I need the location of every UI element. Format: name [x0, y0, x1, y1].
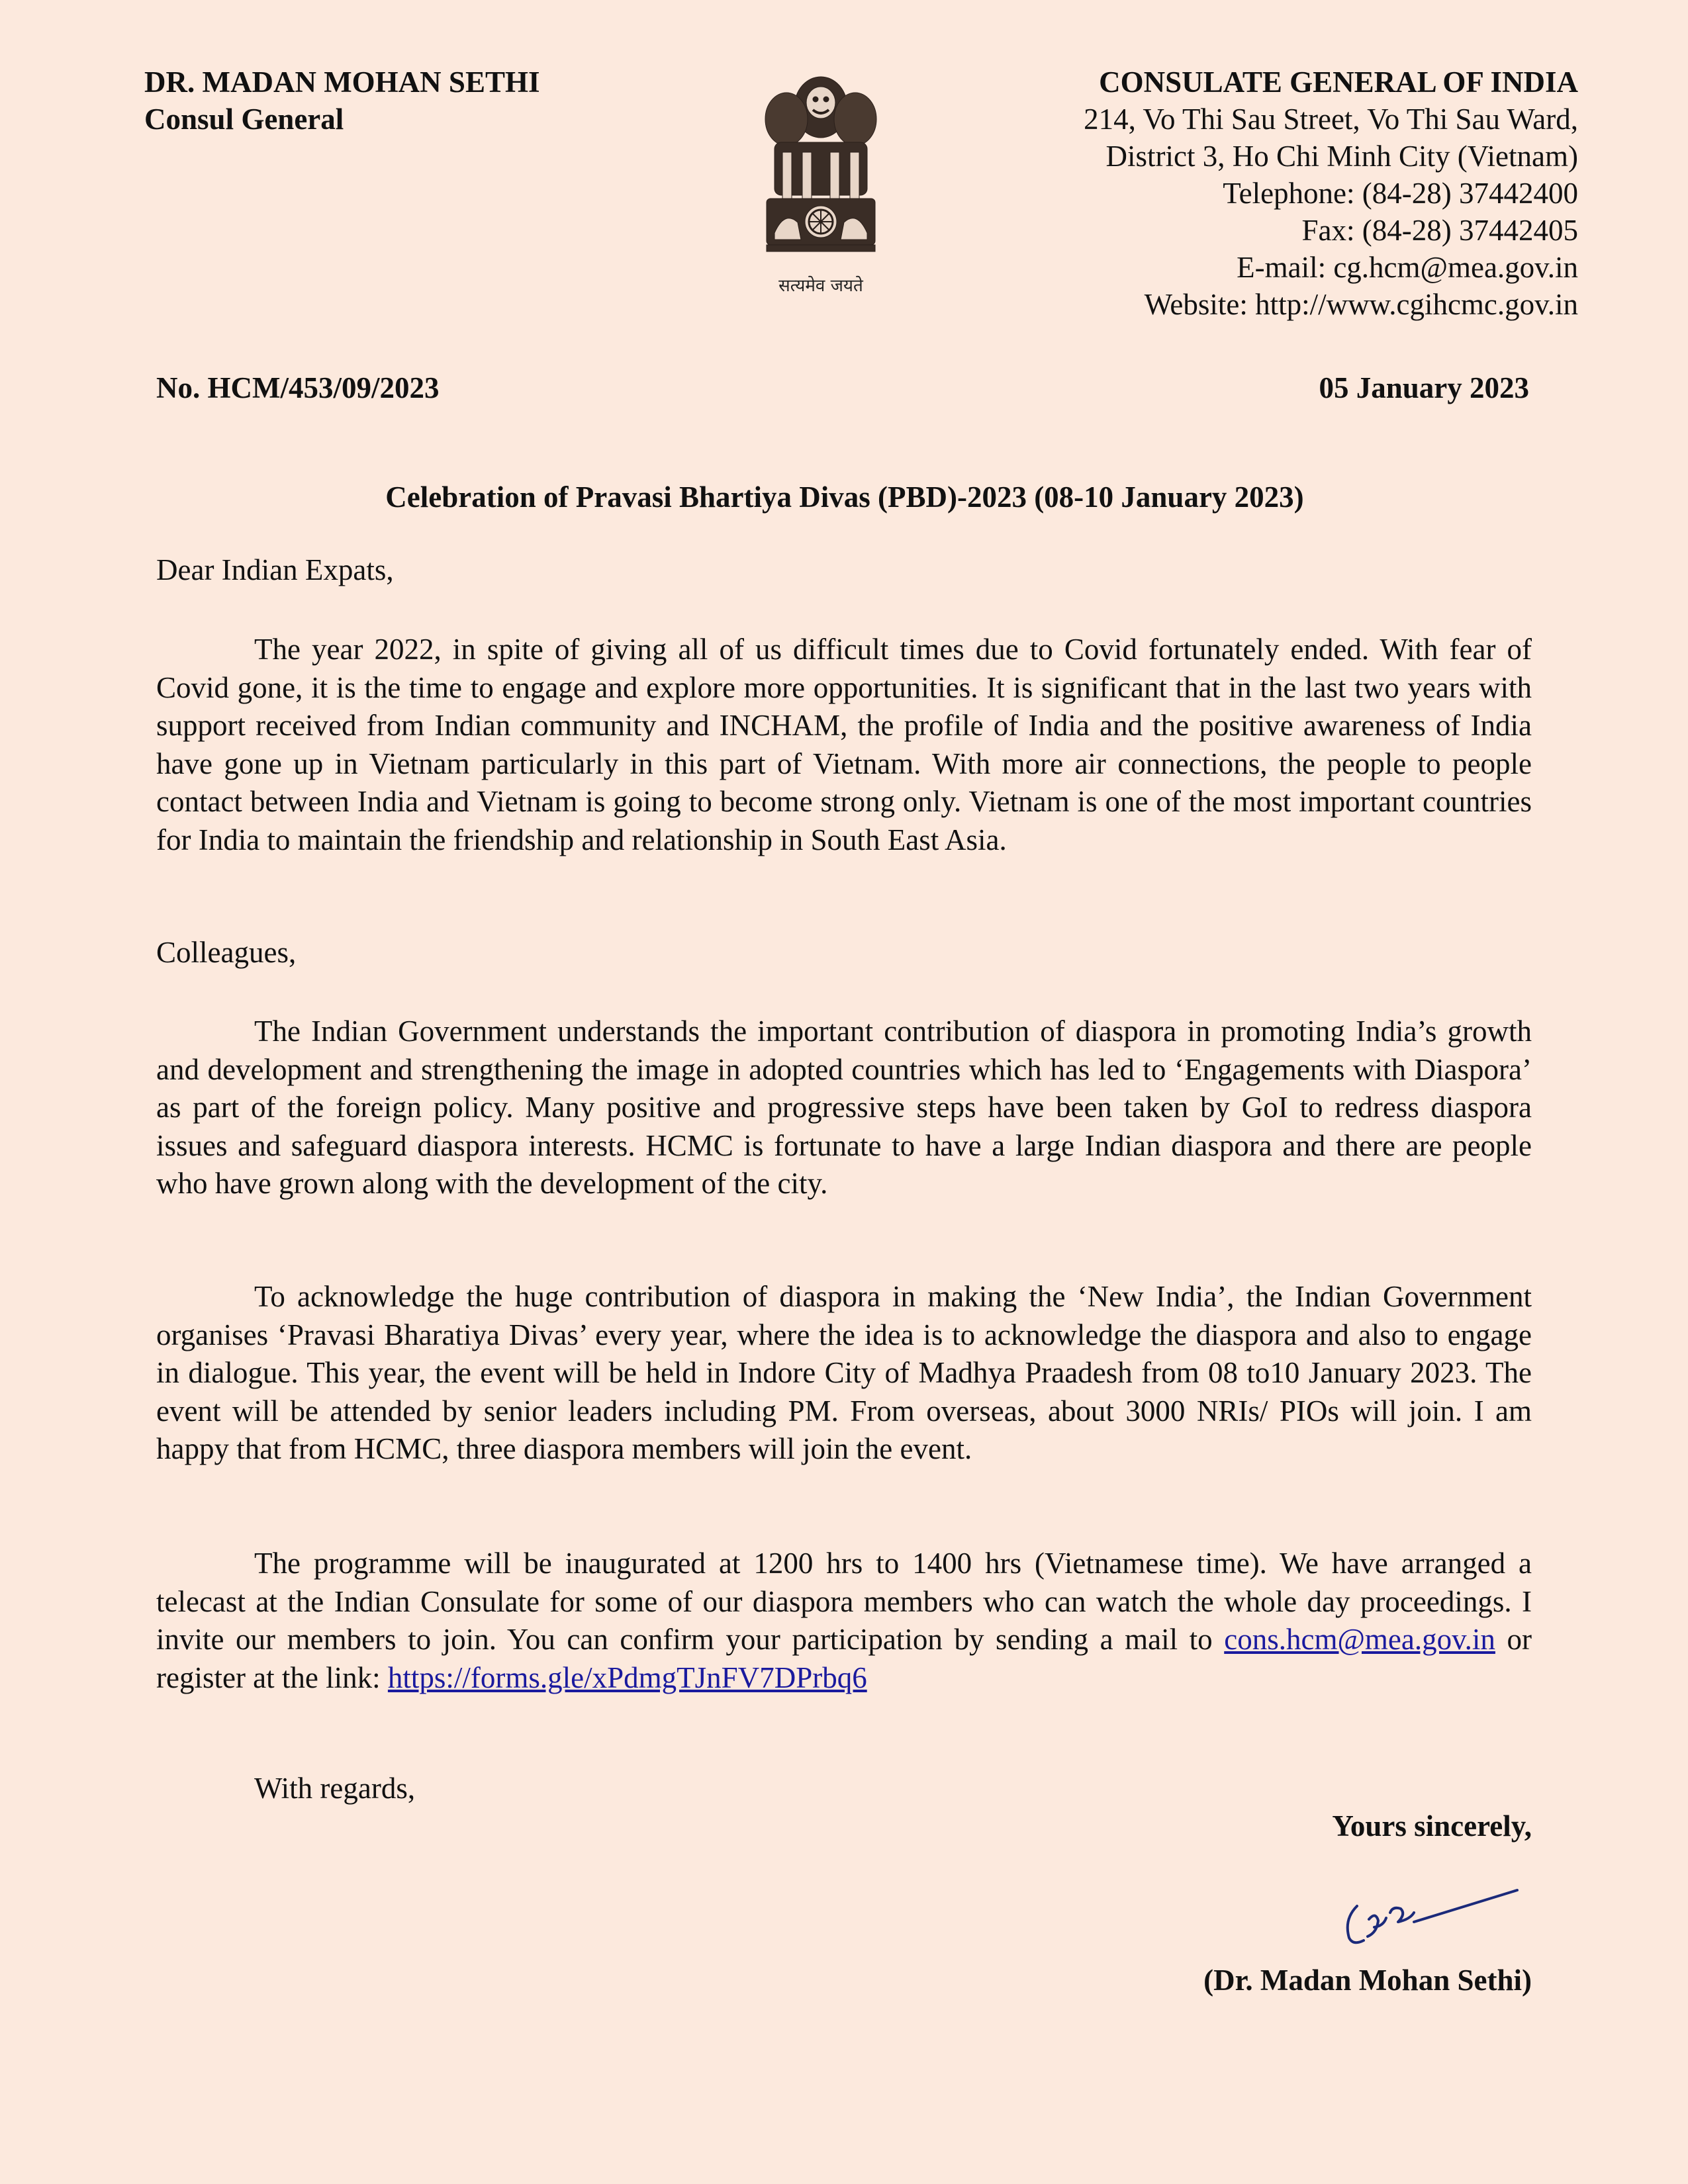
sender-designation: Consul General	[144, 103, 344, 136]
office-telephone: Telephone: (84-28) 37442400	[1223, 177, 1578, 210]
letter-subject: Celebration of Pravasi Bhartiya Divas (PBD)-2023 (08-10 January 2023)	[385, 480, 1304, 514]
letter-regards: With regards,	[254, 1772, 416, 1805]
letter-reference: No. HCM/453/09/2023	[156, 371, 440, 404]
office-block	[916, 64, 1578, 323]
handwritten-signature	[1337, 1880, 1523, 1959]
sender-name: DR. MADAN MOHAN SETHI	[144, 66, 540, 99]
letter-paragraph-3: To acknowledge the huge contribution of diaspora in making the ‘New India’, the Indian Government organises ‘Pravasi Bharatiya Divas’ every year, where the idea is to acknowledge the diaspora and also to engage in dialogue. This year, the event will be held in Indore City of Madhya Praadesh from 08 to10 January 2023. The event will be attended by senior leaders including PM. From overseas, about 3000 NRIs/ PIOs will join. I am happy that from HCMC, three diaspora members will join the event.	[156, 1280, 1532, 1465]
office-website: Website: http://www.cgihcmc.gov.in	[1144, 288, 1578, 321]
emblem-graphic	[748, 66, 894, 318]
paragraph-4-mid: or register at the link:	[156, 1623, 1532, 1694]
letter-date: 05 January 2023	[1319, 371, 1529, 404]
letter-closing: Yours sincerely,	[1332, 1809, 1532, 1843]
emblem-motto: सत्यमेव जयते	[778, 276, 863, 296]
office-name: CONSULATE GENERAL OF INDIA	[1099, 66, 1578, 99]
paragraph-4-text: The programme will be inaugurated at 1200 hrs to 1400 hrs (Vietnamese time). We have arranged a telecast at the Indian Consulate for some of our diaspora members who can watch the whole day proceedings. I invite our members to join. You can confirm your participation by sending a mail to	[156, 1547, 1532, 1656]
letter-greeting: Dear Indian Expats,	[156, 553, 394, 586]
registration-form-link[interactable]: https://forms.gle/xPdmgTJnFV7DPrbq6	[387, 1661, 867, 1694]
sender-block	[144, 64, 540, 138]
letter-paragraph-2: The Indian Government understands the important contribution of diaspora in promoting India’s growth and development and strengthening the image in adopted countries which has led to ‘Engagements with Diaspora’ as part of the foreign policy. Many positive and progressive steps have been taken by GoI to redress diaspora issues and safeguard diaspora interests. HCMC is fortunate to have a large Indian diaspora and there are people who have grown along with the development of the city.	[156, 1015, 1532, 1200]
signature-graphic	[1337, 1880, 1523, 1959]
office-address-line1: 214, Vo Thi Sau Street, Vo Thi Sau Ward,	[1084, 103, 1578, 136]
office-address-line2: District 3, Ho Chi Minh City (Vietnam)	[1105, 140, 1578, 173]
signatory-name: (Dr. Madan Mohan Sethi)	[1203, 1964, 1532, 1997]
contact-email-link[interactable]: cons.hcm@mea.gov.in	[1224, 1623, 1495, 1656]
office-email: E-mail: cg.hcm@mea.gov.in	[1237, 251, 1578, 284]
office-fax: Fax: (84-28) 37442405	[1301, 214, 1578, 247]
letter-greeting-2: Colleagues,	[156, 936, 297, 969]
letter-paragraph-4	[156, 1545, 1532, 1697]
letter-paragraph-1: The year 2022, in spite of giving all of us difficult times due to Covid fortunately ended. With fear of Covid gone, it is the time to engage and explore more opportunities. It is significant that in the last two years with support received from Indian community and INCHAM, the profile of India and the positive awareness of India have gone up in Vietnam particularly in this part of Vietnam. With more air connections, the people to people contact between India and Vietnam is going to become strong only. Vietnam is one of the most important countries for India to maintain the friendship and relationship in South East Asia.	[156, 633, 1532, 856]
national-emblem-icon	[748, 66, 894, 318]
